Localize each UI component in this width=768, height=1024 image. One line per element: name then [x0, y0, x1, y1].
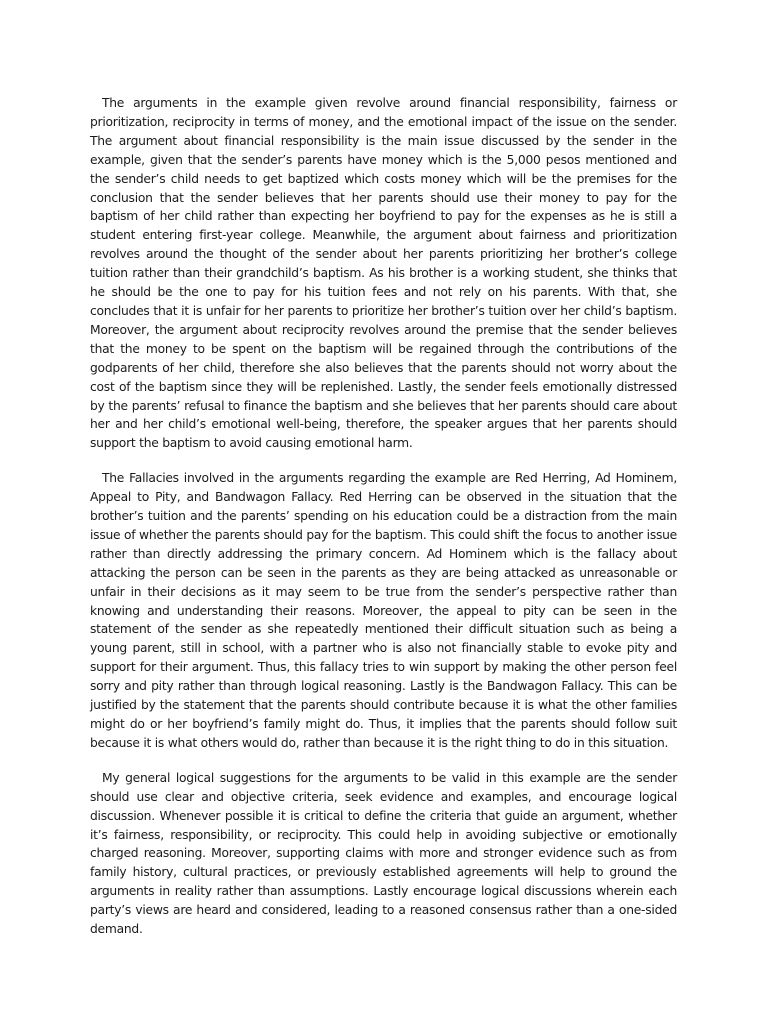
document-body	[90, 94, 677, 955]
paragraph-fallacies: The Fallacies involved in the arguments regarding the example are Red Herring, Ad Hominem, Appeal to Pity, and Bandwagon Fallacy. Red Herring can be observed in the situation that the brother’s tuition and the parents’ spending on his education could be a distraction from the main issue of whether the parents should pay for the baptism. This could shift the focus to another issue rather than directly addressing the primary concern. Ad Hominem which is the fallacy about attacking the person can be seen in the parents as they are being attacked as unreasonable or unfair in their decisions as it may seem to be true from the sender’s perspective rather than knowing and understanding their reasons. Moreover, the appeal to pity can be seen in the statement of the sender as she repeatedly mentioned their difficult situation such as being a young parent, still in school, with a partner who is also not financially stable to evoke pity and support for their argument. Thus, this fallacy tries to win support by making the other person feel sorry and pity rather than through logical reasoning. Lastly is the Bandwagon Fallacy. This can be justified by the statement that the parents should contribute because it is what the other families might do or her boyfriend’s family might do. Thus, it implies that the parents should follow suit because it is what others would do, rather than because it is the right thing to do in this situation.	[90, 471, 677, 750]
paragraph-suggestions: My general logical suggestions for the arguments to be valid in this example are the sender should use clear and objective criteria, seek evidence and examples, and encourage logical discussion. Whenever possible it is critical to define the criteria that guide an argument, whether it’s fairness, responsibility, or reciprocity. This could help in avoiding subjective or emotionally charged reasoning. Moreover, supporting claims with more and stronger evidence such as from family history, cultural practices, or previously established agreements will help to ground the arguments in reality rather than assumptions. Lastly encourage logical discussions wherein each party’s views are heard and considered, leading to a reasoned consensus rather than a one-sided demand.	[90, 770, 677, 937]
paragraph-arguments: The arguments in the example given revolve around financial responsibility, fairness or prioritization, reciprocity in terms of money, and the emotional impact of the issue on the sender. The argument about financial responsibility is the main issue discussed by the sender in the example, given that the sender’s parents have money which is the 5,000 pesos mentioned and the sender’s child needs to get baptized which costs money which will be the premises for the conclusion that the sender believes that her parents should use their money to pay for the baptism of her child rather than expecting her boyfriend to pay for the expenses as he is still a student entering first-year college. Meanwhile, the argument about fairness and prioritization revolves around the thought of the sender about her parents prioritizing her brother’s college tuition rather than their grandchild’s baptism. As his brother is a working student, she thinks that he should be the one to pay for his tuition fees and not rely on his parents. With that, she concludes that it is unfair for her parents to prioritize her brother’s tuition over her child’s baptism. Moreover, the argument about reciprocity revolves around the premise that the sender believes that the money to be spent on the baptism will be regained through the contributions of the godparents of her child, therefore she also believes that the parents should not worry about the cost of the baptism since they will be replenished. Lastly, the sender feels emotionally distressed by the parents’ refusal to finance the baptism and she believes that her parents should care about her and her child’s emotional well-being, therefore, the speaker argues that her parents should support the baptism to avoid causing emotional harm.	[90, 96, 677, 451]
